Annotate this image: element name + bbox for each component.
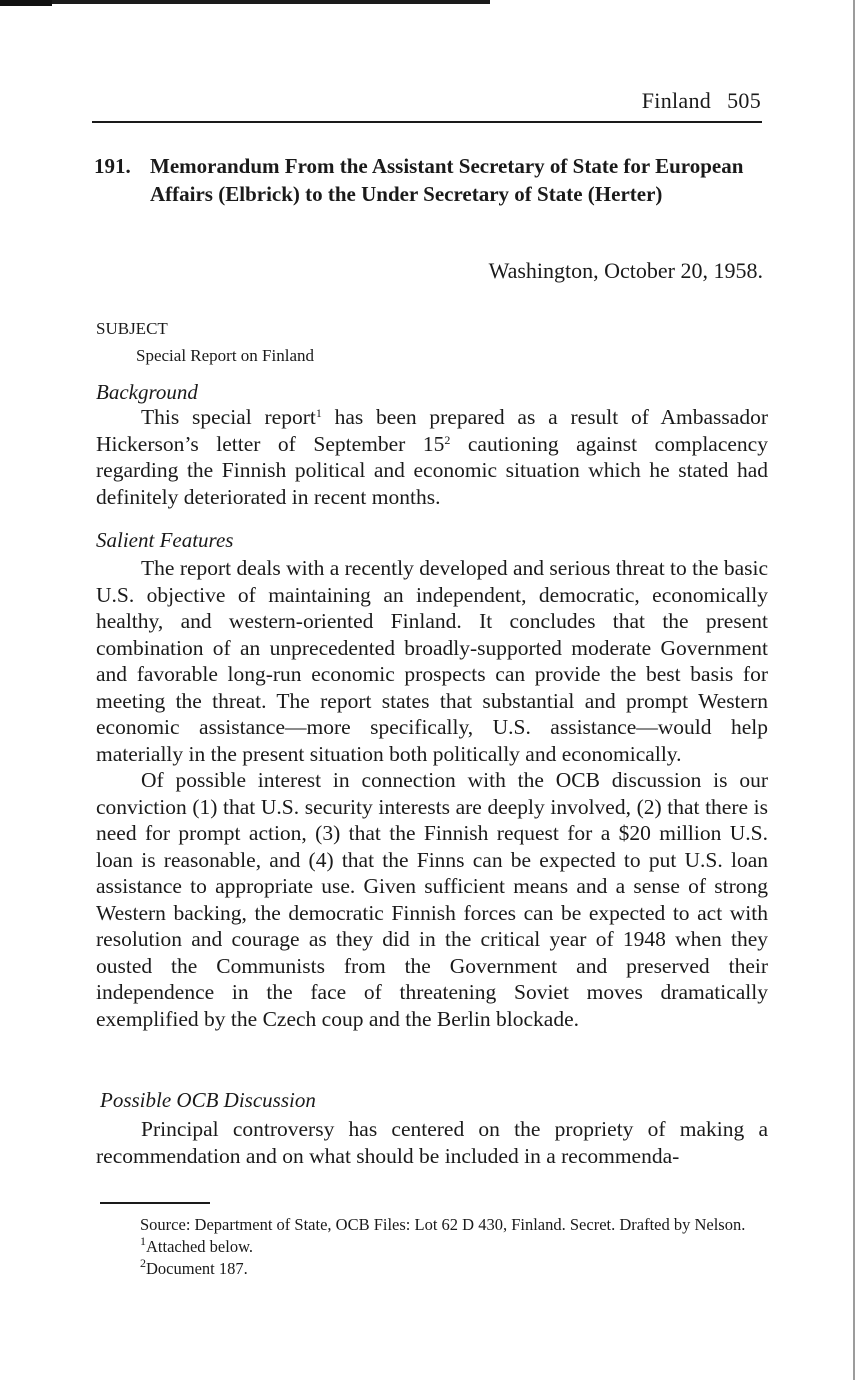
document-title-text: Memorandum From the Assistant Secretary of State for European Affairs (Elbrick) to the Under Secretary of State (Herter) xyxy=(150,154,744,206)
subject-label: SUBJECT xyxy=(96,319,168,338)
section-ocb-discussion xyxy=(96,1116,768,1169)
footnote-text: Attached below. xyxy=(146,1237,254,1256)
footnote-ref: 1 xyxy=(315,406,322,420)
document-number: 191. xyxy=(94,154,131,178)
dateline: Washington, October 20, 1958. xyxy=(488,258,763,283)
paragraph xyxy=(96,404,768,510)
footnote-item xyxy=(98,1258,770,1280)
page-number: 505 xyxy=(727,88,761,113)
section-heading-background: Background xyxy=(96,380,198,404)
paragraph: The report deals with a recently developed and serious threat to the basic U.S. objective of maintaining an independent, democratic, economically healthy, and western-oriented Finland. It concludes that the present combination of an unprecedented broadly-supported moderate Government and favorable long-run economic prospects can provide the best basis for meeting the threat. The report states that substantial and prompt Western economic assistance—more specifically, U.S. assistance—would help materially in the present situation both politically and economically. xyxy=(96,556,768,766)
section-heading-ocb-discussion: Possible OCB Discussion xyxy=(100,1088,316,1112)
footnotes xyxy=(98,1214,770,1280)
section-salient-features xyxy=(96,555,768,1032)
section-background xyxy=(96,404,768,510)
footnote-rule xyxy=(100,1202,210,1204)
footnote-item xyxy=(98,1236,770,1258)
section-heading-salient-features: Salient Features xyxy=(96,528,234,552)
scan-edge-bar xyxy=(0,0,490,4)
document-title xyxy=(94,152,764,208)
running-head xyxy=(642,88,761,114)
footnote-text: Document 187. xyxy=(146,1259,248,1278)
paragraph: Principal controversy has centered on the propriety of making a recommendation and on what should be included in a recommenda- xyxy=(96,1117,768,1168)
header-rule xyxy=(92,121,762,123)
paragraph: Of possible interest in connection with the OCB discussion is our conviction (1) that U.S. security interests are deeply involved, (2) that there is need for prompt action, (3) that the Finnish request for a $20 million U.S. loan is reasonable, and (4) that the Finns can be expected to put U.S. loan assistance to appropriate use. Given sufficient means and a sense of strong Western backing, the democratic Finnish forces can be expected to act with resolution and courage as they did in the critical year of 1948 when they ousted the Communists from the Government and preserved their independence in the face of threatening Soviet moves dramatically exemplified by the Czech coup and the Berlin blockade. xyxy=(96,768,768,1031)
page-edge-shadow xyxy=(853,0,855,1380)
footnote-mark: 1 xyxy=(140,1234,146,1248)
paragraph-text: This special report xyxy=(141,405,316,429)
footnote-ref: 2 xyxy=(444,432,451,447)
paragraph-text: has been prepared as a result of Ambassador Hickerson’s letter of September 15 xyxy=(96,405,768,456)
running-head-section: Finland xyxy=(641,88,712,113)
scan-edge-mark xyxy=(0,0,52,6)
footnote-mark: 2 xyxy=(140,1256,146,1270)
footnote-source: Source: Department of State, OCB Files: Lot 62 D 430, Finland. Secret. Drafted by Nelson. xyxy=(140,1215,746,1234)
paragraph-text: cautioning against complacency regarding the Finnish political and economic situation which he stated had definitely deteriorated in recent months. xyxy=(96,431,768,509)
subject-text: Special Report on Finland xyxy=(136,346,315,365)
